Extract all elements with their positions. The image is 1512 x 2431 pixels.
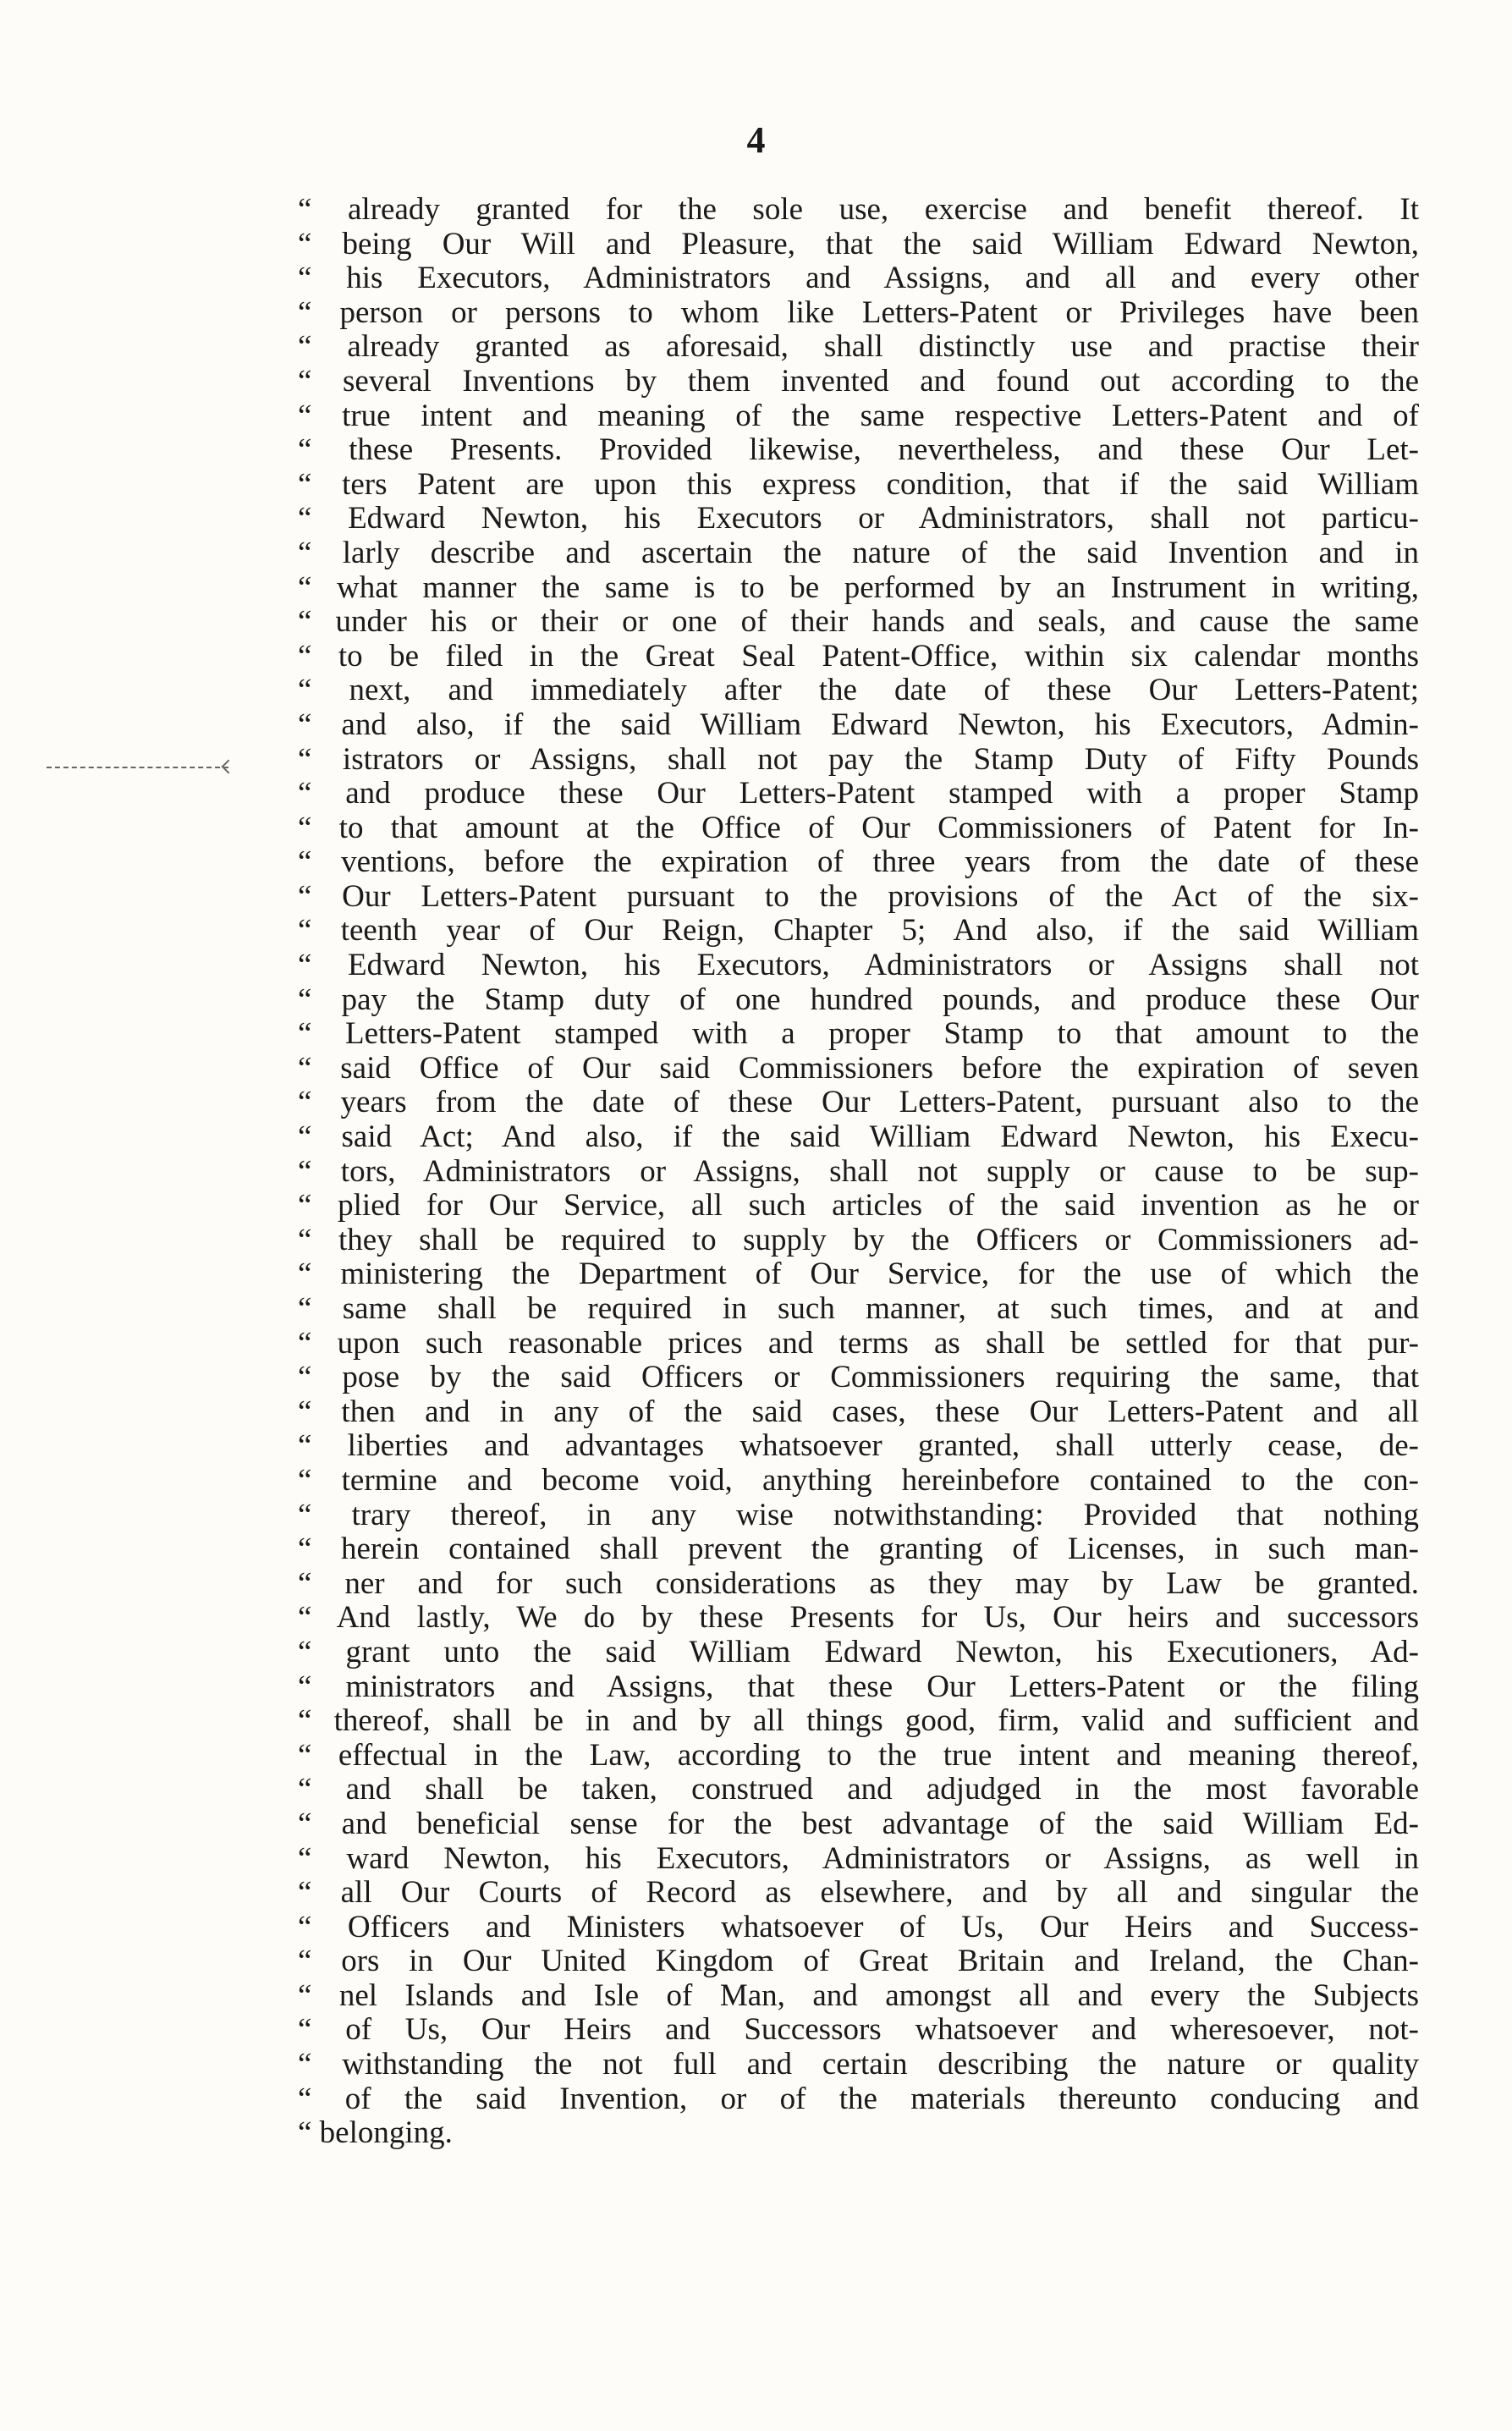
text-line: “ plied for Our Service, all such articles of the said invention as he or: [298, 1189, 1419, 1224]
text-line: “ being Our Will and Pleasure, that the said William Edward Newton,: [298, 227, 1419, 261]
text-line: “ effectual in the Law, according to the true intent and meaning thereof,: [298, 1738, 1419, 1773]
text-line: “ Officers and Ministers whatsoever of Us, Our Heirs and Success-: [298, 1910, 1419, 1944]
text-line: “ to that amount at the Office of Our Commissioners of Patent for In-: [298, 811, 1419, 845]
text-line: “ next, and immediately after the date of these Our Letters-Patent;: [298, 674, 1419, 708]
text-line: “ Our Letters-Patent pursuant to the provisions of the Act of the six-: [298, 879, 1419, 914]
text-line: “ several Inventions by them invented and found out according to the: [298, 364, 1419, 399]
text-line: “ these Presents. Provided likewise, nevertheless, and these Our Let-: [298, 433, 1419, 468]
text-line: “ ner and for such considerations as they may by Law be granted.: [298, 1566, 1419, 1601]
text-line: “ ters Patent are upon this express condition, that if the said William: [298, 467, 1419, 502]
text-line: “ same shall be required in such manner, at such times, and at and: [298, 1292, 1419, 1326]
text-line: “ larly describe and ascertain the nature of the said Invention and in: [298, 536, 1419, 570]
text-line: “ withstanding the not full and certain describing the nature or quality: [298, 2048, 1419, 2082]
text-line: “ ventions, before the expiration of three years from the date of these: [298, 845, 1419, 880]
text-line: “ Letters-Patent stamped with a proper Stamp to that amount to the: [298, 1017, 1419, 1052]
text-line: “ all Our Courts of Record as elsewhere, and by all and singular the: [298, 1876, 1419, 1911]
text-line: “ they shall be required to supply by the Officers or Commissioners ad-: [298, 1223, 1419, 1257]
margin-pointer-mark: [47, 767, 228, 768]
text-line: “ Edward Newton, his Executors, Administrators or Assigns shall not: [298, 949, 1419, 983]
text-line: “ istrators or Assigns, shall not pay the Stamp Duty of Fifty Pounds: [298, 742, 1419, 777]
text-line: “ belonging.: [298, 2116, 453, 2151]
text-line: “ teenth year of Our Reign, Chapter 5; And also, if the said William: [298, 914, 1419, 949]
text-line: “ pose by the said Officers or Commissioners requiring the same, that: [298, 1361, 1419, 1395]
text-line: “ under his or their or one of their hands and seals, and cause the same: [298, 605, 1419, 640]
body-text: [298, 193, 1419, 2151]
text-line: “ thereof, shall be in and by all things good, firm, valid and sufficient and: [298, 1704, 1419, 1739]
text-line: “ Edward Newton, his Executors or Administrators, shall not particu-: [298, 502, 1419, 536]
text-line: “ herein contained shall prevent the granting of Licenses, in such man-: [298, 1532, 1419, 1567]
text-line: “ tors, Administrators or Assigns, shall not supply or cause to be sup-: [298, 1154, 1419, 1189]
text-line: “ true intent and meaning of the same respective Letters-Patent and of: [298, 399, 1419, 433]
text-line: “ ward Newton, his Executors, Administrators or Assigns, as well in: [298, 1841, 1419, 1876]
text-line: “ pay the Stamp duty of one hundred pounds, and produce these Our: [298, 982, 1419, 1017]
text-line: “ already granted as aforesaid, shall distinctly use and practise their: [298, 330, 1419, 365]
text-line: “ his Executors, Administrators and Assigns, and all and every other: [298, 261, 1419, 296]
text-line: “ of the said Invention, or of the materials thereunto conducing and: [298, 2082, 1419, 2116]
text-line: “ what manner the same is to be performed by an Instrument in writing,: [298, 570, 1419, 605]
text-line: “ already granted for the sole use, exercise and benefit thereof. It: [298, 193, 1419, 227]
text-line: “ then and in any of the said cases, these Our Letters-Patent and all: [298, 1394, 1419, 1429]
text-line: “ and shall be taken, construed and adjudged in the most favorable: [298, 1773, 1419, 1807]
text-line: “ trary thereof, in any wise notwithstanding: Provided that nothing: [298, 1498, 1419, 1532]
text-line: “ person or persons to whom like Letters-Patent or Privileges have been: [298, 295, 1419, 330]
text-line: “ And lastly, We do by these Presents for Us, Our heirs and successors: [298, 1601, 1419, 1636]
text-line: “ and beneficial sense for the best advantage of the said William Ed-: [298, 1807, 1419, 1841]
text-line: “ said Office of Our said Commissioners before the expiration of seven: [298, 1051, 1419, 1086]
text-line: “ of Us, Our Heirs and Successors whatsoever and wheresoever, not-: [298, 2013, 1419, 2048]
text-line: “ and also, if the said William Edward Newton, his Executors, Admin-: [298, 707, 1419, 742]
page-number: 4: [746, 119, 766, 161]
text-line: “ ministrators and Assigns, that these Our Letters-Patent or the filing: [298, 1669, 1419, 1704]
text-line: “ upon such reasonable prices and terms as shall be settled for that pur-: [298, 1326, 1419, 1361]
text-line: “ ministering the Department of Our Service, for the use of which the: [298, 1257, 1419, 1292]
text-line: “ termine and become void, anything hereinbefore contained to the con-: [298, 1463, 1419, 1498]
text-line: “ and produce these Our Letters-Patent stamped with a proper Stamp: [298, 777, 1419, 811]
text-line: “ to be filed in the Great Seal Patent-Office, within six calendar months: [298, 639, 1419, 674]
text-line: “ grant unto the said William Edward Newton, his Executioners, Ad-: [298, 1635, 1419, 1669]
text-line: “ said Act; And also, if the said William Edward Newton, his Execu-: [298, 1120, 1419, 1155]
text-line: “ liberties and advantages whatsoever granted, shall utterly cease, de-: [298, 1429, 1419, 1464]
text-line: “ years from the date of these Our Letters-Patent, pursuant also to the: [298, 1086, 1419, 1120]
text-line: “ ors in Our United Kingdom of Great Britain and Ireland, the Chan-: [298, 1944, 1419, 1979]
text-line: “ nel Islands and Isle of Man, and amongst all and every the Subjects: [298, 1978, 1419, 2013]
